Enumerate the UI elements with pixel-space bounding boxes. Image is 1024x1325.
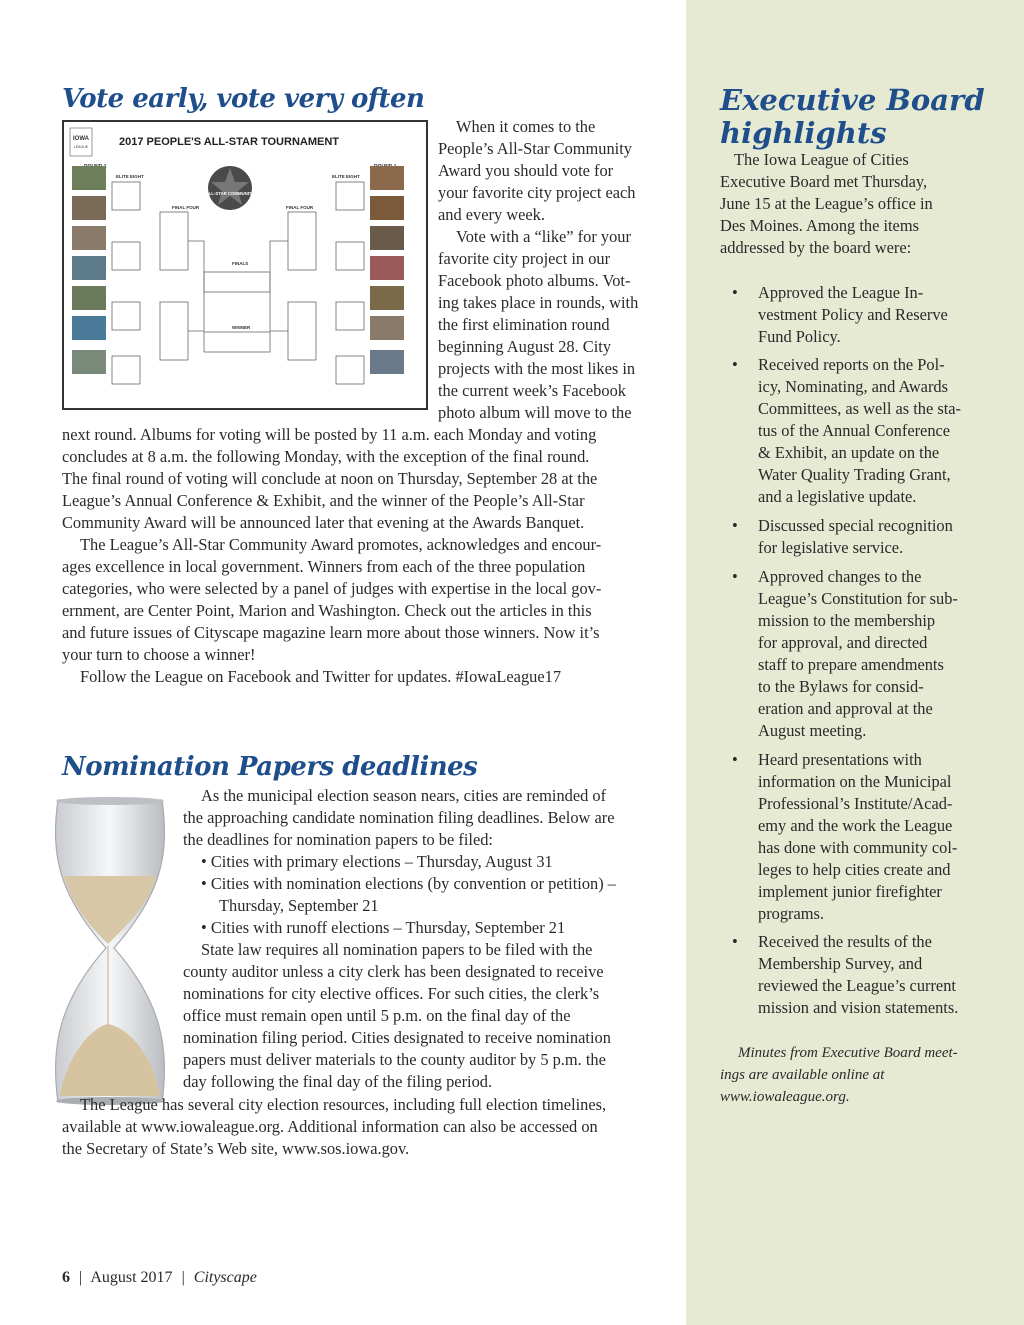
text-line: mission and vision statements. (758, 998, 959, 1017)
exec-item (732, 931, 982, 1019)
text-line: programs. (758, 904, 825, 923)
text-line: Minutes from Executive Board meet- (738, 1045, 958, 1061)
exec-item-text (758, 354, 983, 508)
text-line: Discussed special recognition (758, 516, 953, 535)
text-line: the current week’s Facebook (438, 381, 626, 400)
bracket-lines (112, 182, 364, 384)
text-line: vestment Policy and Reserve (758, 305, 948, 324)
text-line: • Cities with runoff elections – Thursday, September 21 (201, 918, 566, 937)
text-line: and future issues of Cityscape magazine learn more about those winners. Now it’s (62, 623, 600, 642)
text-line: ing takes place in rounds, with (438, 293, 639, 312)
bullet-icon: • (732, 355, 738, 374)
text-line: Facebook photo albums. Vot- (438, 271, 631, 290)
text-line: Approved the League In- (758, 283, 924, 302)
text-line: Approved changes to the (758, 567, 922, 586)
text-line: your favorite city project each (438, 183, 636, 202)
exec-item (732, 749, 982, 925)
vote-heading: Vote early, vote very often (62, 84, 425, 114)
text-line: Fund Policy. (758, 327, 841, 346)
text-line: Community Award will be announced later that evening at the Awards Banquet. (62, 513, 585, 532)
exec-item (732, 566, 982, 742)
text-line: & Exhibit, an update on the (758, 443, 940, 462)
text-line: The final round of voting will conclude at noon on Thursday, September 28 at the (62, 469, 598, 488)
exec-minutes-note (720, 1042, 978, 1108)
exec-item (732, 515, 982, 559)
text-line: Des Moines. Among the items (720, 216, 919, 235)
finals-label: FINALS (232, 261, 249, 266)
final4-left-label: FINAL FOUR (172, 205, 200, 210)
text-line: next round. Albums for voting will be posted by 11 a.m. each Monday and voting (62, 425, 597, 444)
text-line: leges to help cities create and (758, 860, 951, 879)
hourglass-image (50, 796, 170, 1106)
text-line: favorite city project in our (438, 249, 611, 268)
page-footer (62, 1269, 257, 1287)
text-line: your turn to choose a winner! (62, 645, 256, 664)
text-line: ages excellence in local government. Winners from each of the three population (62, 557, 586, 576)
text-line: implement junior firefighter (758, 882, 942, 901)
text-line: When it comes to the (456, 117, 596, 136)
tournament-bracket-image (62, 120, 428, 410)
exec-item (732, 282, 982, 348)
bullet-icon: • (732, 932, 738, 951)
text-line: As the municipal election season nears, cities are reminded of (201, 786, 607, 805)
bullet-icon: • (732, 516, 738, 535)
text-line: the first elimination round (438, 315, 610, 334)
text-line: www.iowaleague.org. (720, 1089, 850, 1105)
text-line: papers must deliver materials to the county auditor by 5 p.m. the (183, 1050, 606, 1069)
text-line: nomination filing period. Cities designated to receive nomination (183, 1028, 611, 1047)
text-line: ings are available online at (720, 1067, 885, 1083)
svg-text:LEAGUE: LEAGUE (73, 145, 89, 149)
text-line: available at www.iowaleague.org. Additional information can also be accessed on (62, 1117, 598, 1136)
text-line: reviewed the League’s current (758, 976, 956, 995)
text-line: The League has several city election resources, including full election timelines, (80, 1095, 607, 1114)
text-line: has done with community col- (758, 838, 958, 857)
footer-date: August 2017 (90, 1269, 173, 1286)
text-line: information on the Municipal (758, 772, 952, 791)
text-line: Membership Survey, and (758, 954, 923, 973)
bracket-photos-right (370, 166, 404, 374)
nomination-heading: Nomination Papers deadlines (62, 752, 478, 782)
text-line: addressed by the board were: (720, 238, 912, 257)
text-line: Vote with a “like” for your (456, 227, 631, 246)
text-line: • Cities with nomination elections (by convention or petition) – (201, 874, 616, 893)
exec-item-text (758, 931, 983, 1019)
exec-item-text (758, 282, 983, 348)
text-line: mission to the membership (758, 611, 936, 630)
text-line: for legislative service. (758, 538, 904, 557)
badge-label: ALL-STAR COMMUNITY (205, 191, 255, 196)
text-line: the approaching candidate nomination filing deadlines. Below are (183, 808, 615, 827)
text-line: and every week. (438, 205, 545, 224)
footer-magazine: Cityscape (193, 1269, 257, 1286)
text-line: Received the results of the (758, 932, 932, 951)
text-line: Award you should vote for (438, 161, 614, 180)
all-star-badge (206, 166, 255, 210)
final4-right-label: FINAL FOUR (286, 205, 314, 210)
text-line: categories, who were selected by a panel of judges with expertise in the local gov- (62, 579, 602, 598)
exec-item-text (758, 515, 983, 559)
text-line: to the Bylaws for consid- (758, 677, 924, 696)
text-line: photo album will move to the (438, 403, 632, 422)
text-line: Thursday, September 21 (219, 896, 379, 915)
exec-heading: Executive Board highlights (720, 83, 985, 150)
text-line: icy, Nominating, and Awards (758, 377, 948, 396)
footer-sep: | (181, 1269, 185, 1286)
svg-text:IOWA: IOWA (73, 136, 89, 142)
exec-item (732, 354, 982, 508)
text-line: the deadlines for nomination papers to be filed: (183, 830, 493, 849)
text-line: June 15 at the League’s office in (720, 194, 933, 213)
text-line: • Cities with primary elections – Thursday, August 31 (201, 852, 553, 871)
exec-item-text (758, 749, 983, 925)
footer-sep: | (79, 1269, 83, 1286)
text-line: August meeting. (758, 721, 867, 740)
page-number: 6 (62, 1269, 70, 1286)
bracket-photos-left (72, 166, 106, 374)
text-line: The League’s All-Star Community Award promotes, acknowledges and encour- (80, 535, 602, 554)
text-line: The Iowa League of Cities (734, 150, 909, 169)
text-line: county auditor unless a city clerk has been designated to receive (183, 962, 604, 981)
text-line: and a legislative update. (758, 487, 917, 506)
text-line: ernment, are Center Point, Marion and Washington. Check out the articles in this (62, 601, 592, 620)
bullet-icon: • (732, 567, 738, 586)
bullet-icon: • (732, 750, 738, 769)
text-line: office must remain open until 5 p.m. on the final day of the (183, 1006, 571, 1025)
text-line: tus of the Annual Conference (758, 421, 951, 440)
exec-item-text (758, 566, 983, 742)
text-line: day following the final day of the filing period. (183, 1072, 493, 1091)
text-line: for approval, and directed (758, 633, 928, 652)
text-line: Heard presentations with (758, 750, 922, 769)
text-line: Follow the League on Facebook and Twitter for updates. #IowaLeague17 (80, 667, 562, 686)
text-line: the Secretary of State’s Web site, www.sos.iowa.gov. (62, 1139, 410, 1158)
text-line: emy and the work the League (758, 816, 953, 835)
text-line: projects with the most likes in (438, 359, 636, 378)
text-line: Received reports on the Pol- (758, 355, 945, 374)
text-line: nominations for city elective offices. For such cities, the clerk’s (183, 984, 600, 1003)
text-line: State law requires all nomination papers to be filed with the (201, 940, 593, 959)
text-line: People’s All-Star Community (438, 139, 632, 158)
text-line: League’s Constitution for sub- (758, 589, 958, 608)
iowa-league-logo (70, 128, 92, 156)
text-line: eration and approval at the (758, 699, 933, 718)
text-line: beginning August 28. City (438, 337, 612, 356)
bullet-icon: • (732, 283, 738, 302)
text-line: Committees, as well as the sta- (758, 399, 962, 418)
text-line: Professional’s Institute/Acad- (758, 794, 953, 813)
bracket-title: 2017 PEOPLE'S ALL-STAR TOURNAMENT (119, 136, 339, 148)
text-line: League’s Annual Conference & Exhibit, and the winner of the People’s All-Star (62, 491, 585, 510)
text-line: Water Quality Trading Grant, (758, 465, 951, 484)
text-line: Executive Board met Thursday, (720, 172, 928, 191)
text-line: staff to prepare amendments (758, 655, 944, 674)
elite-right-label: ELITE EIGHT (332, 174, 360, 179)
winner-label: WINNER (232, 325, 251, 330)
text-line: concludes at 8 a.m. the following Monday, with the exception of the final round. (62, 447, 590, 466)
elite-left-label: ELITE EIGHT (116, 174, 144, 179)
